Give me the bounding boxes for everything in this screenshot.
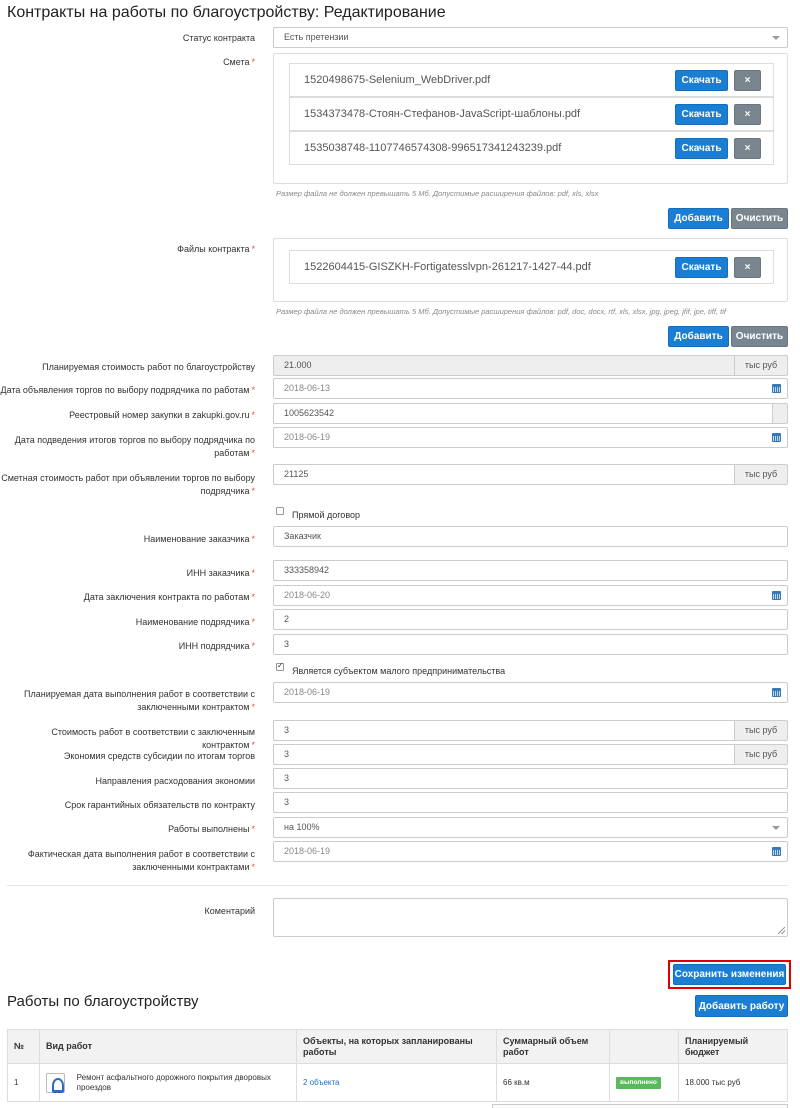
contract-file-list <box>273 238 788 302</box>
remove-file-button[interactable]: × <box>734 138 761 159</box>
estimated-cost-label: Сметная стоимость работ при объявлении торгов по выбору подрядчика * <box>1 473 255 496</box>
tender-date-label: Дата объявления торгов по выбору подрядчика по работам * <box>0 385 255 395</box>
works-done-select[interactable]: на 100% <box>273 817 788 838</box>
page-title: Контракты на работы по благоустройству: Редактирование <box>7 4 446 21</box>
registry-number-label: Реестровый номер закупки в zakupki.gov.ru * <box>69 410 255 420</box>
contract-files-hint: Размер файла не должен превышать 5 Мб. Допустимые расширения файлов: pdf, doc, docx, rtf, xls, xlsx, jpg, jpeg, jfif, jpe, tiff, tif <box>276 307 726 316</box>
comment-textarea[interactable] <box>273 898 788 937</box>
file-row <box>289 97 774 131</box>
col-budget: Планируемый бюджет <box>679 1030 788 1064</box>
save-highlight <box>668 960 791 989</box>
smeta-hint: Размер файла не должен превышать 5 Мб. Допустимые расширения файлов: pdf, xls, xlsx <box>276 189 599 198</box>
contractor-inn-label: ИНН подрядчика * <box>178 641 255 651</box>
summary-date-label: Дата подведения итогов торгов по выбору подрядчика по работам * <box>14 435 255 458</box>
savings-direction-input[interactable]: 3 <box>273 768 788 789</box>
divider <box>7 885 788 886</box>
calendar-icon[interactable] <box>772 433 781 442</box>
file-name: 1522604415-GISZKH-Fortigatesslvpn-261217-1427-44.pdf <box>304 261 591 273</box>
remove-file-button[interactable]: × <box>734 70 761 91</box>
col-num: № <box>8 1030 40 1064</box>
download-button[interactable]: Скачать <box>675 138 728 159</box>
customer-name-input[interactable]: Заказчик <box>273 526 788 547</box>
file-name: 1535038748-1107746574308-996517341243239.pdf <box>304 142 562 154</box>
subsidy-savings-label: Экономия средств субсидии по итогам торгов <box>63 751 255 761</box>
contractor-name-input[interactable]: 2 <box>273 609 788 630</box>
estimated-cost-input[interactable]: 21125 тыс руб <box>273 464 788 485</box>
download-button[interactable]: Скачать <box>675 257 728 278</box>
file-name: 1534373478-Стоян-Стефанов-JavaScript-шаблоны.pdf <box>304 108 581 120</box>
small-business-label: Является субъектом малого предпринимательства <box>292 666 506 676</box>
col-work-type: Вид работ <box>40 1030 297 1064</box>
add-work-button[interactable]: Добавить работу <box>695 995 788 1017</box>
direct-contract-label: Прямой договор <box>292 510 361 520</box>
savings-direction-label: Направления расходования экономии <box>95 776 255 786</box>
subsidy-savings-input[interactable]: 3 тыс руб <box>273 744 788 765</box>
smeta-label: Смета * <box>223 57 255 67</box>
row-volume: 66 кв.м <box>497 1064 610 1102</box>
contract-files-clear-button[interactable]: Очистить <box>731 326 788 347</box>
col-volume: Суммарный объем работ <box>497 1030 610 1064</box>
resize-grip-icon[interactable] <box>778 927 785 934</box>
table-row[interactable] <box>8 1064 788 1102</box>
contract-cost-input[interactable]: 3 тыс руб <box>273 720 788 741</box>
unit-addon: тыс руб <box>734 355 788 376</box>
remove-file-button[interactable]: × <box>734 104 761 125</box>
objects-link[interactable]: 2 объекта <box>303 1077 340 1087</box>
small-business-checkbox[interactable] <box>276 663 284 671</box>
table-header-row <box>8 1030 788 1064</box>
warranty-period-label: Срок гарантийных обязательств по контракту <box>64 800 255 810</box>
roller-icon <box>46 1073 65 1093</box>
status-badge: выполнено <box>616 1077 661 1089</box>
col-objects: Объекты, на которых запланированы работы <box>297 1030 497 1064</box>
planned-cost-label: Планируемая стоимость работ по благоустройству <box>42 362 255 372</box>
works-done-label: Работы выполнены * <box>168 824 255 834</box>
save-changes-button[interactable]: Сохранить изменения <box>673 964 786 985</box>
download-button[interactable]: Скачать <box>675 104 728 125</box>
unit-addon: тыс руб <box>734 720 788 741</box>
customer-name-label: Наименование заказчика * <box>143 534 255 544</box>
chevron-down-icon <box>772 36 780 40</box>
registry-number-input[interactable]: 1005623542 <box>273 403 788 424</box>
file-row <box>289 63 774 97</box>
calendar-icon[interactable] <box>772 847 781 856</box>
file-row <box>289 131 774 165</box>
works-table <box>7 1029 788 1102</box>
customer-inn-label: ИНН заказчика * <box>186 568 255 578</box>
direct-contract-checkbox[interactable] <box>276 507 284 515</box>
actual-completion-date-input[interactable]: 2018-06-19 <box>273 841 788 862</box>
planned-completion-date-input[interactable]: 2018-06-19 <box>273 682 788 703</box>
row-status <box>610 1064 679 1102</box>
row-objects <box>297 1064 497 1102</box>
planned-completion-date-label: Планируемая дата выполнения работ в соответствии с заключенными контрактом * <box>24 689 255 712</box>
file-name: 1520498675-Selenium_WebDriver.pdf <box>304 74 491 86</box>
chevron-down-icon <box>772 826 780 830</box>
status-label: Статус контракта <box>182 33 255 43</box>
warranty-period-input[interactable]: 3 <box>273 792 788 813</box>
col-status <box>610 1030 679 1064</box>
actual-completion-date-label: Фактическая дата выполнения работ в соответствии с заключенными контрактами * <box>27 849 255 872</box>
contract-cost-label: Стоимость работ в соответствии с заключенным контрактом * <box>51 727 255 750</box>
summary-date-input[interactable]: 2018-06-19 <box>273 427 788 448</box>
input-addon <box>772 403 788 424</box>
planned-cost-field: 21.000 тыс руб <box>273 355 788 376</box>
calendar-icon[interactable] <box>772 384 781 393</box>
customer-inn-input[interactable]: 333358942 <box>273 560 788 581</box>
contract-date-label: Дата заключения контракта по работам * <box>83 592 255 602</box>
contractor-name-label: Наименование подрядчика * <box>135 617 255 627</box>
smeta-clear-button[interactable]: Очистить <box>731 208 788 229</box>
tender-date-input[interactable]: 2018-06-13 <box>273 378 788 399</box>
calendar-icon[interactable] <box>772 688 781 697</box>
unit-addon: тыс руб <box>734 464 788 485</box>
file-row <box>289 250 774 284</box>
smeta-add-button[interactable]: Добавить <box>668 208 729 229</box>
status-select[interactable]: Есть претензии <box>273 27 788 48</box>
horizontal-scrollbar[interactable] <box>492 1104 788 1108</box>
contract-files-label: Файлы контракта * <box>177 244 255 254</box>
comment-label: Коментарий <box>204 906 255 916</box>
contractor-inn-input[interactable]: 3 <box>273 634 788 655</box>
work-type-text: Ремонт асфальтного дорожного покрытия дворовых проездов <box>76 1072 271 1092</box>
row-num: 1 <box>8 1064 40 1102</box>
contract-date-input[interactable]: 2018-06-20 <box>273 585 788 606</box>
remove-file-button[interactable]: × <box>734 257 761 278</box>
works-section-title: Работы по благоустройству <box>7 993 199 1010</box>
contract-files-add-button[interactable]: Добавить <box>668 326 729 347</box>
download-button[interactable]: Скачать <box>675 70 728 91</box>
smeta-file-list <box>273 53 788 184</box>
unit-addon: тыс руб <box>734 744 788 765</box>
row-work-type <box>40 1064 297 1102</box>
calendar-icon[interactable] <box>772 591 781 600</box>
row-budget: 18.000 тыс руб <box>679 1064 788 1102</box>
